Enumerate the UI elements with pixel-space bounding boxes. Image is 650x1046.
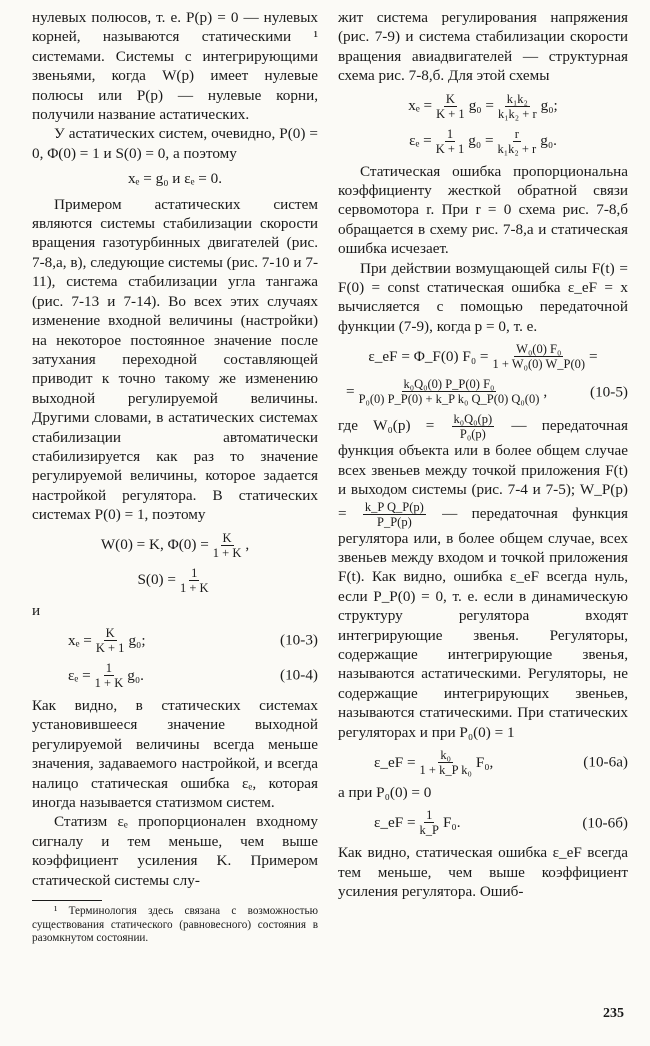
equation-xe: xₑ = $\frac{K}{K + 1}$ g₀ = $\frac{\text{k₁k₂}}{\text{k₁k₂ + r}}$ g₀;	[408, 91, 558, 121]
equation-number: (10-6а)	[583, 753, 628, 771]
left-column	[32, 8, 318, 946]
paragraph: где W₀(p) = $\frac{\text{k₀Q₀(p)}}{\text{P₀(p)}}$ — передаточная функция объекта или в более общем случае всех звеньев между точкой приложения F(t) и выходом системы (рис. 7-4 и 7-5); W_P(p) = $\frac{\text{k\_P Q\_P(p)}}{P\_P(p)}$ — передаточная функция регулятора или, в более общем случае, всех звеньев между входом и точкой приложения F(t). Как видно, ошибка ε_eF всегда нуль, если P_P(0) = 0, т. е. если в динамическую структуру регулятора входят интегрирующие звенья. Регуляторы, содержащие интегрирующие звенья, называются астатическими. Регуляторы, не содержащие интегрирующих звеньев, называются статическими. При статических регуляторах и при P₀(0) = 1	[338, 412, 629, 741]
paragraph: У астатических систем, очевидно, P(0) = 0, Φ(0) = 1 и S(0) = 0, а поэтому	[32, 125, 318, 162]
paragraph: жит система регулирования напряжения (рис. 7-9) и система стабилизации скорости вращения авиадвигателей — структурная схема рис. 7-8,б. Для этой схемы	[338, 9, 628, 85]
paragraph: Как видно, статическая ошибка ε_eF всегда тем меньше, чем выше коэффициент усиления регулятора. Ошиб-	[338, 844, 628, 901]
equation-number: (10-5)	[590, 383, 628, 401]
conjunction: и	[32, 601, 41, 619]
paragraph: а при P₀(0) = 0	[338, 783, 432, 801]
equation-static-w-phi: W(0) = K, Φ(0) = $\frac{K}{1 + K}$ ,	[100, 530, 250, 560]
equation-number: (10-3)	[280, 631, 318, 649]
equation-10-6a: ε_eF = $\frac{\text{k₀}}{\text{1 + k\_P k₀}}$ F₀, (10-6а)	[374, 747, 628, 777]
page-number: 235	[603, 1006, 624, 1021]
footnote: ¹ Терминология здесь связана с возможностью существования статического (равновесного) состояния в разомкнутом состоянии.	[32, 905, 318, 945]
equation-astatic: xₑ = g₀ и εₑ = 0.	[127, 170, 223, 188]
paragraph: нулевых полюсов, т. е. P(p) = 0 — нулевых корней, называются статическими ¹ системами. Системы с интегрирующими звеньями, когда W(p) имеет нулевые полюсы или P(p) — нулевые корни, получили название астатических.	[32, 9, 318, 124]
equation-number: (10-6б)	[582, 814, 628, 832]
right-column	[338, 8, 628, 902]
paragraph: При действии возмущающей силы F(t) = F(0) = const статическая ошибка ε_eF = x вычисляется с помощью передаточной функции (7-9), когда p = 0, т. е.	[338, 259, 628, 335]
equation-10-6b: ε_eF = $\frac{1}{k\_P}$ F₀. (10-6б)	[374, 808, 628, 838]
paragraph: Статизм εₑ пропорционален входному сигналу и тем меньше, чем выше коэффициент усиления K. Примером статической системы слу-	[32, 813, 318, 889]
equation-phi-f: ε_eF = Φ_F(0) F₀ = $\frac{\text{W₀(0) F₀}}{\text{1 + W₀(0) W\_P(0)}}$ =	[368, 342, 598, 372]
footnote-divider	[32, 900, 102, 901]
paragraph: Примером астатических систем являются системы стабилизации скорости вращения газотурбинных двигателей (рис. 7-8,а, в), следующие системы (рис. 7-10 и 7-11), система стабилизации угла тангажа (рис. 7-13 и 7-14). Во всех этих случаях изменение входной величины (настройки) на некоторое постоянное значение после затухания переходной составляющей приводит к точно такому же изменению выходной регулируемой величины. Другими словами, в астатических системах стабилизации автоматически стабилизируется как раз то значение регулируемой величины, которое задается настройкой регулятора. В статических системах P(0) = 1, поэтому	[32, 195, 319, 524]
equation-10-5: = $\frac{\text{k₀Q₀(0) P\_P(0) F₀}}{\text{P₀(0) P\_P(0) + k\_P k₀ Q\_P(0) Q₀(0)}}$ , (10-5)	[346, 377, 628, 407]
equation-epsilon-e: εₑ = $\frac{1}{K + 1}$ g₀ = $\frac{r}{\text{k₁k₂ + r}}$ g₀.	[409, 126, 557, 156]
equation-static-s: S(0) = $\frac{1}{1 + K}$	[137, 565, 209, 595]
equation-number: (10-4)	[280, 666, 318, 684]
equation-10-4: εₑ = $\frac{1}{1 + K}$ g₀. (10-4)	[68, 660, 318, 690]
equation-10-3: xₑ = $\frac{K}{K + 1}$ g₀; (10-3)	[68, 625, 318, 655]
paragraph: Как видно, в статических системах установившееся значение выходной регулируемой величины всегда меньше значения, задаваемого настройкой, и всегда налицо статическая ошибка εₑ, которая иногда называется статизмом систем.	[32, 696, 318, 811]
paragraph: Статическая ошибка пропорциональна коэффициенту жесткой обратной связи сервомотора r. При r = 0 схема рис. 7-8,б обращается в схему рис. 7-8,а и статическая ошибка исчезает.	[338, 162, 628, 258]
